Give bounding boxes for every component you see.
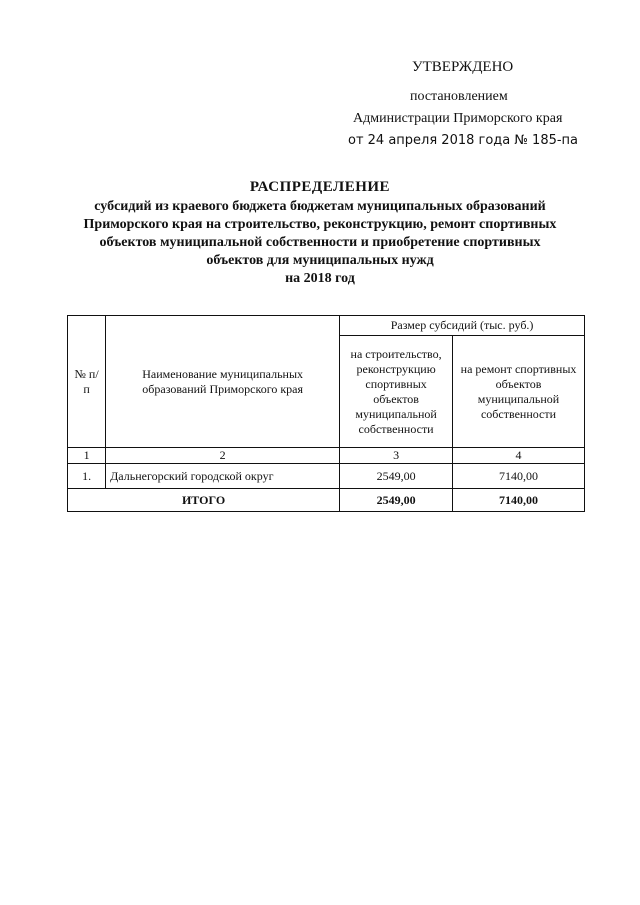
table-header-row [68, 316, 585, 336]
approval-stamp [340, 58, 585, 150]
column-index: 4 [453, 448, 585, 464]
header-name: Наименование муниципальных образований Приморского края [106, 316, 340, 448]
row-municipality: Дальнегорский городской округ [106, 464, 340, 489]
row-construction-amount: 2549,00 [340, 464, 453, 489]
total-row [68, 489, 585, 512]
approval-authority: Администрации Приморского края [353, 111, 563, 126]
column-index: 1 [68, 448, 106, 464]
title-line-2: Приморского края на строительство, реконструкцию, ремонт спортивных [83, 217, 557, 232]
total-construction: 2549,00 [340, 489, 453, 512]
title-line-1: субсидий из краевого бюджета бюджетам муниципальных образований [94, 199, 546, 214]
column-index-row [68, 448, 585, 464]
header-subsidy-group: Размер субсидий (тыс. руб.) [340, 316, 585, 336]
document-title [60, 178, 580, 288]
header-number: № п/п [68, 316, 106, 448]
title-line-3: объектов муниципальной собственности и приобретение спортивных [99, 235, 541, 250]
approval-title: УТВЕРЖДЕНО [412, 59, 514, 75]
header-repair: на ремонт спортивных объектов муниципальной собственности [453, 336, 585, 448]
row-number: 1. [68, 464, 106, 489]
title-line-5: на 2018 год [285, 271, 355, 286]
row-repair-amount: 7140,00 [453, 464, 585, 489]
subsidy-table [67, 315, 585, 512]
title-heading: РАСПРЕДЕЛЕНИЕ [249, 179, 391, 195]
approval-date-number: от 24 апреля 2018 года № 185-па [348, 133, 579, 148]
title-line-4: объектов для муниципальных нужд [206, 253, 434, 268]
total-repair: 7140,00 [453, 489, 585, 512]
column-index: 2 [106, 448, 340, 464]
approval-resolution: постановлением [410, 89, 508, 104]
total-label: ИТОГО [68, 489, 340, 512]
column-index: 3 [340, 448, 453, 464]
header-construction: на строительство, реконструкцию спортивных объектов муниципальной собственности [340, 336, 453, 448]
table-row [68, 464, 585, 489]
